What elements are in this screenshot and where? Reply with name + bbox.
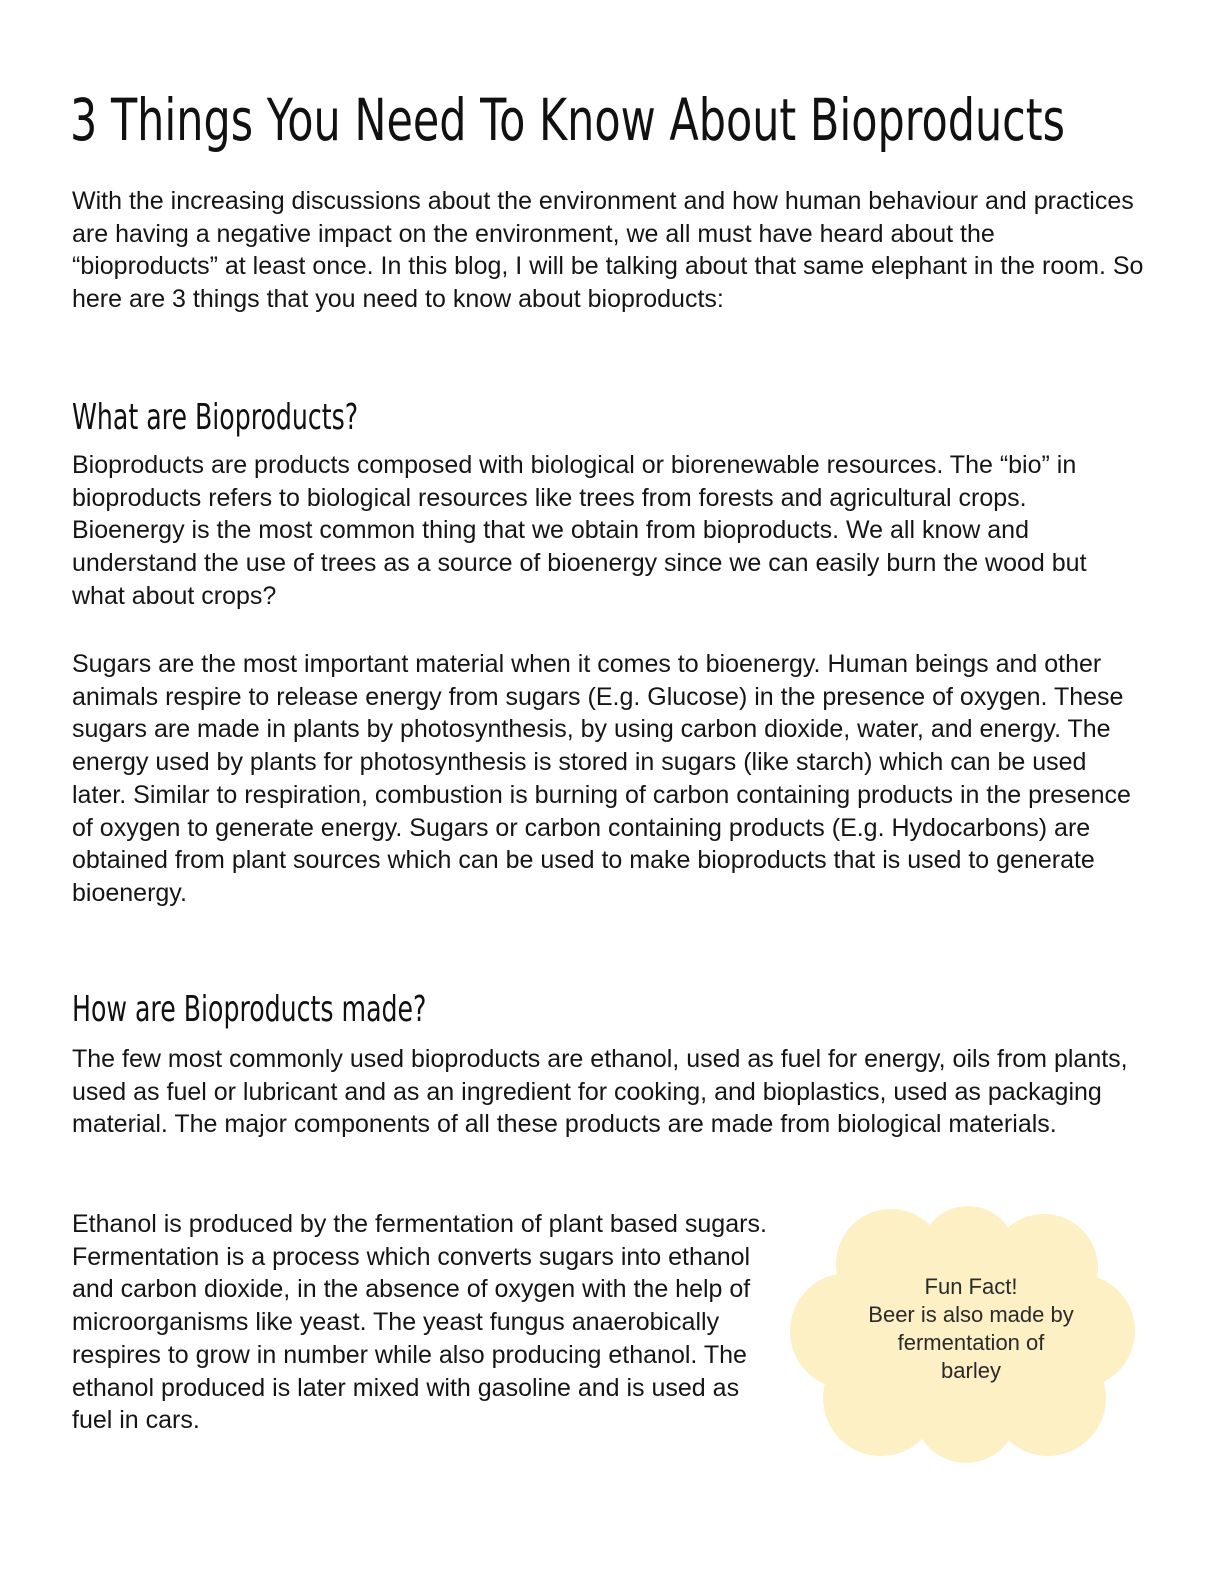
fun-fact-line: Beer is also made by (868, 1302, 1074, 1327)
section-heading-what-are-bioproducts: What are Bioproducts? (72, 397, 359, 438)
paragraph-common-bioproducts: The few most commonly used bioproducts are ethanol, used as fuel for energy, oils from plants, used as fuel or lubricant and as an ingredient for cooking, and bioplastics, used as packaging material. The major components of all these products are made from biological materials. (72, 1045, 1128, 1139)
paragraph-ethanol-fermentation: Ethanol is produced by the fermentation of plant based sugars. Fermentation is a process which converts sugars into ethanol and carbon dioxide, in the absence of oxygen with the help of microorganisms like yeast. The yeast fungus anaerobically respires to grow in number while also producing ethanol. The ethanol produced is later mixed with gasoline and is used as fuel in cars. (72, 1210, 767, 1435)
page-title: 3 Things You Need To Know About Bioproducts (70, 86, 1065, 154)
fun-fact-line: fermentation of (897, 1330, 1045, 1355)
intro-paragraph: With the increasing discussions about the environment and how human behaviour and practices are having a negative impact on the environment, we all must have heard about the “bioproducts” at least once. In this blog, I will be talking about that same elephant in the room. So here are 3 things that you need to know about bioproducts: (72, 187, 1144, 314)
fun-fact-heading: Fun Fact! (924, 1274, 1018, 1299)
fun-fact-text (826, 1273, 1116, 1385)
fun-fact-line: barley (941, 1358, 1001, 1383)
section-heading-how-are-bioproducts-made: How are Bioproducts made? (72, 989, 427, 1030)
paragraph-bioproducts-definition: Bioproducts are products composed with biological or biorenewable resources. The “bio” in bioproducts refers to biological resources like trees from forests and agricultural crops. Bioenergy is the most common thing that we obtain from bioproducts. We all know and understand the use of trees as a source of bioenergy since we can easily burn the wood but what about crops? (72, 451, 1087, 610)
paragraph-sugars-bioenergy: Sugars are the most important material when it comes to bioenergy. Human beings and other animals respire to release energy from sugars (E.g. Glucose) in the presence of oxygen. These sugars are made in plants by photosynthesis, by using carbon dioxide, water, and energy. The energy used by plants for photosynthesis is stored in sugars (like starch) which can be used later. Similar to respiration, combustion is burning of carbon containing products in the presence of oxygen to generate energy. Sugars or carbon containing products (E.g. Hydocarbons) are obtained from plant sources which can be used to make bioproducts that is used to generate bioenergy. (72, 650, 1131, 907)
